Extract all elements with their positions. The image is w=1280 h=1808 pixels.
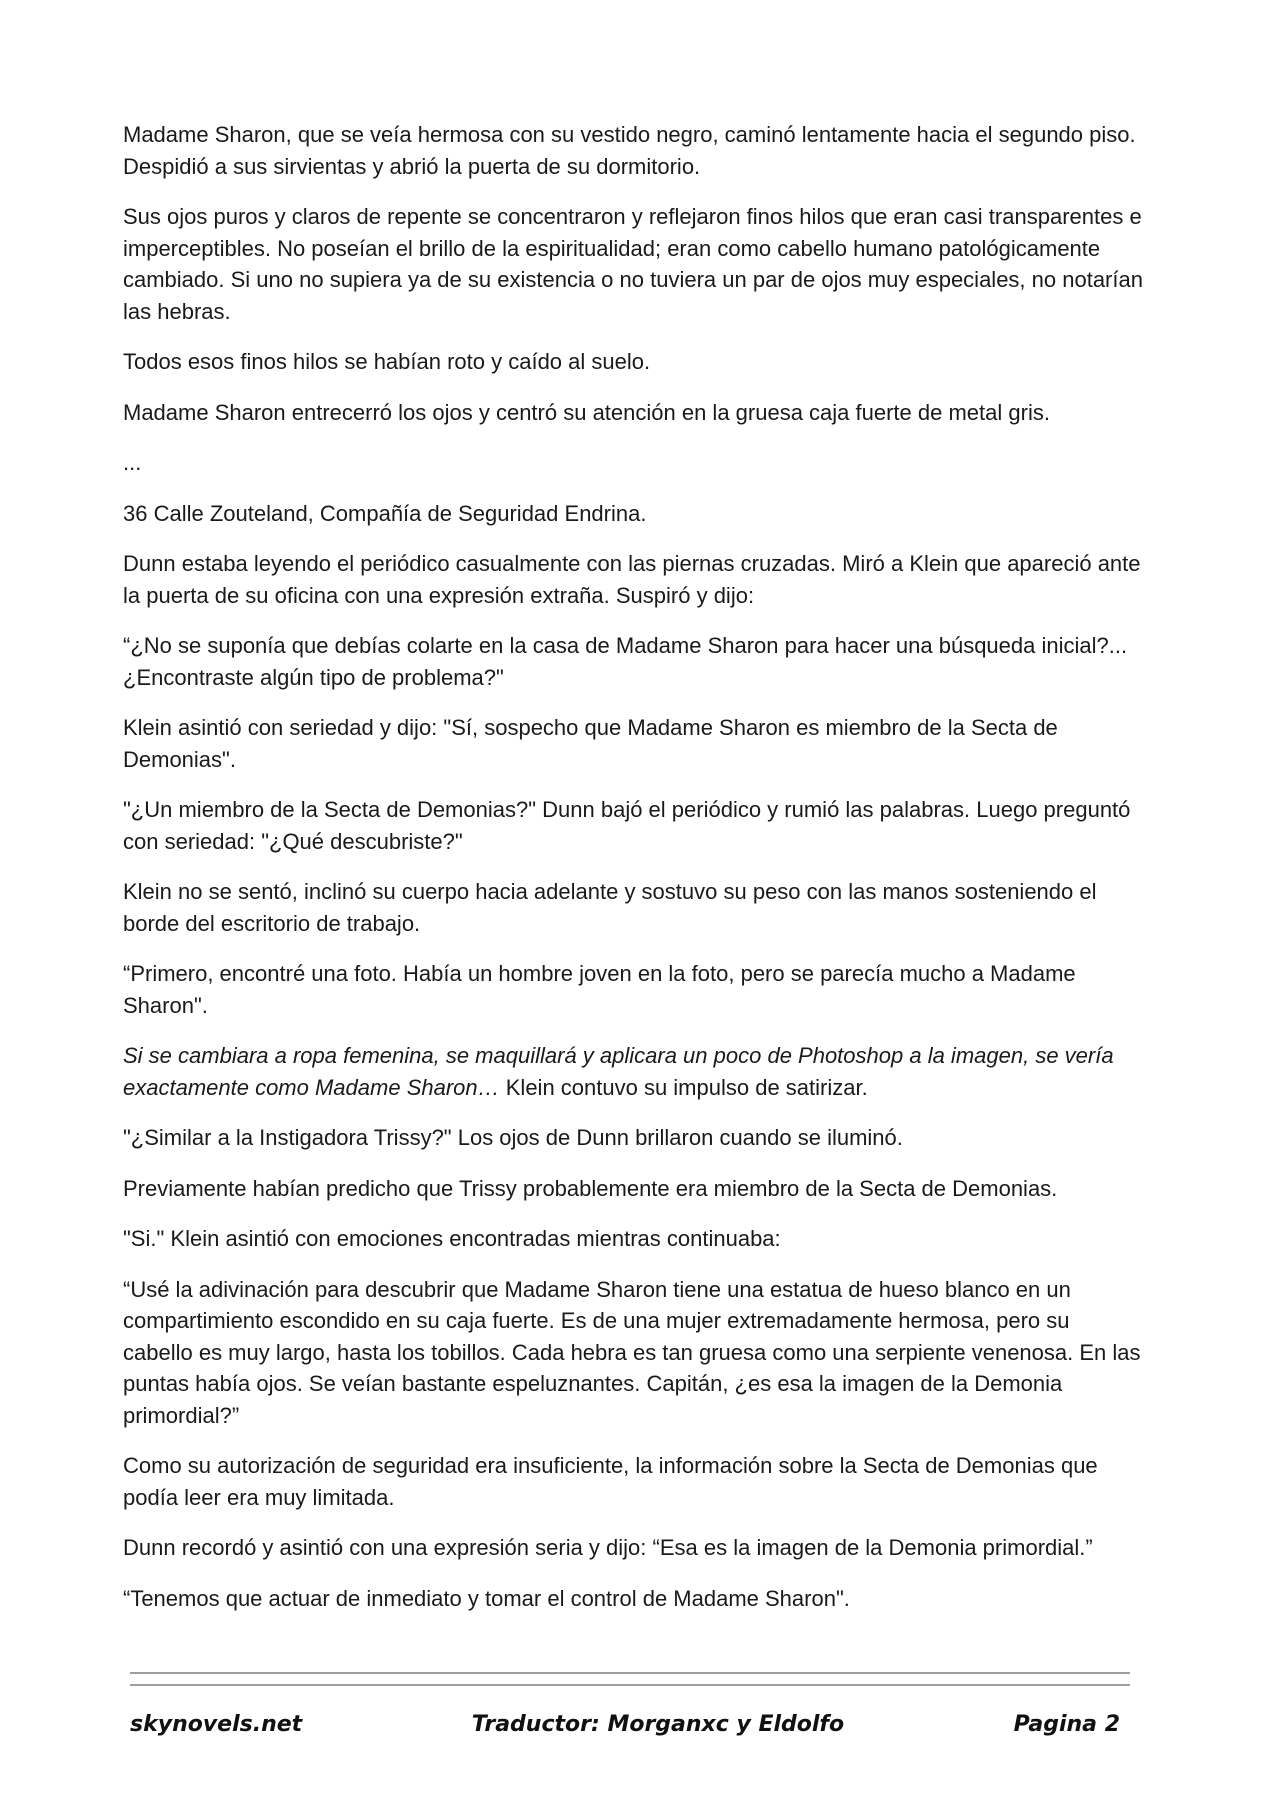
scene-break: ... <box>123 450 142 475</box>
paragraph-6: 36 Calle Zouteland, Compañía de Seguridad Endrina. <box>123 500 647 526</box>
paragraph-18: Como su autorización de seguridad era insuficiente, la información sobre la Secta de Demonias que podía leer era muy limitada. <box>123 1453 1098 1510</box>
footer-page-number: Pagina 2 <box>1013 1712 1120 1737</box>
paragraph-10: "¿Un miembro de la Secta de Demonias?" Dunn bajó el periódico y rumió las palabras. Luego preguntó con seriedad: "¿Qué descubriste?" <box>123 797 1131 854</box>
paragraph-11: Klein no se sentó, inclinó su cuerpo hacia adelante y sostuvo su peso con las manos sosteniendo el borde del escritorio de trabajo. <box>123 879 1097 936</box>
page-footer <box>130 1712 1120 1737</box>
footer-divider <box>130 1672 1130 1696</box>
paragraph-17: “Usé la adivinación para descubrir que Madame Sharon tiene una estatua de hueso blanco en un compartimiento escondido en su caja fuerte. Es de una mujer extremadamente hermosa, pero su cabello es muy largo, hasta los tobillos. Cada hebra es tan gruesa como una serpiente venenosa. En las puntas había ojos. Se veían bastante espeluznantes. Capitán, ¿es esa la imagen de la Demonia primordial?” <box>123 1276 1141 1428</box>
paragraph-2: Sus ojos puros y claros de repente se concentraron y reflejaron finos hilos que eran casi transparentes e imperceptibles. No poseían el brillo de la espiritualidad; eran como cabello humano patológicamente cambiado. Si uno no supiera ya de su existencia o no tuviera un par de ojos muy especiales, no notarían las hebras. <box>123 204 1143 324</box>
paragraph-14: "¿Similar a la Instigadora Trissy?" Los ojos de Dunn brillaron cuando se iluminó. <box>123 1125 903 1150</box>
paragraph-16: "Si." Klein asintió con emociones encontradas mientras continuaba: <box>123 1226 781 1251</box>
paragraph-7: Dunn estaba leyendo el periódico casualmente con las piernas cruzadas. Miró a Klein que apareció ante la puerta de su oficina con una expresión extraña. Suspiró y dijo: <box>123 551 1141 608</box>
paragraph-19: Dunn recordó y asintió con una expresión seria y dijo: “Esa es la imagen de la Demonia primordial.” <box>123 1535 1093 1560</box>
footer-rule-top <box>130 1672 1130 1674</box>
paragraph-15: Previamente habían predicho que Trissy probablemente era miembro de la Secta de Demonias. <box>123 1175 1058 1201</box>
paragraph-20: “Tenemos que actuar de inmediato y tomar el control de Madame Sharon". <box>123 1585 850 1611</box>
footer-translator: Traductor: Morganxc y Eldolfo <box>471 1712 845 1737</box>
paragraph-1: Madame Sharon, que se veía hermosa con su vestido negro, caminó lentamente hacia el segundo piso. Despidió a sus sirvientas y abrió la puerta de su dormitorio. <box>123 122 1136 179</box>
paragraph-4: Madame Sharon entrecerró los ojos y centró su atención en la gruesa caja fuerte de metal gris. <box>123 399 1050 425</box>
document-body <box>123 119 1143 1633</box>
paragraph-13-italic: Si se cambiara a ropa femenina, se maquillará y aplicara un poco de Photoshop a la imagen, se vería exactamente como Madame Sharon… <box>123 1043 1114 1100</box>
paragraph-8: “¿No se suponía que debías colarte en la casa de Madame Sharon para hacer una búsqueda inicial?... ¿Encontraste algún tipo de problema?" <box>123 633 1128 690</box>
footer-site: skynovels.net <box>130 1712 303 1737</box>
paragraph-13 <box>123 1040 1143 1103</box>
paragraph-3: Todos esos finos hilos se habían roto y caído al suelo. <box>123 349 651 374</box>
footer-rule-bottom <box>130 1684 1130 1686</box>
paragraph-13-text: Klein contuvo su impulso de satirizar. <box>499 1074 868 1100</box>
paragraph-12: “Primero, encontré una foto. Había un hombre joven en la foto, pero se parecía mucho a Madame Sharon". <box>123 961 1076 1018</box>
paragraph-9: Klein asintió con seriedad y dijo: "Sí, sospecho que Madame Sharon es miembro de la Secta de Demonias". <box>123 715 1058 772</box>
